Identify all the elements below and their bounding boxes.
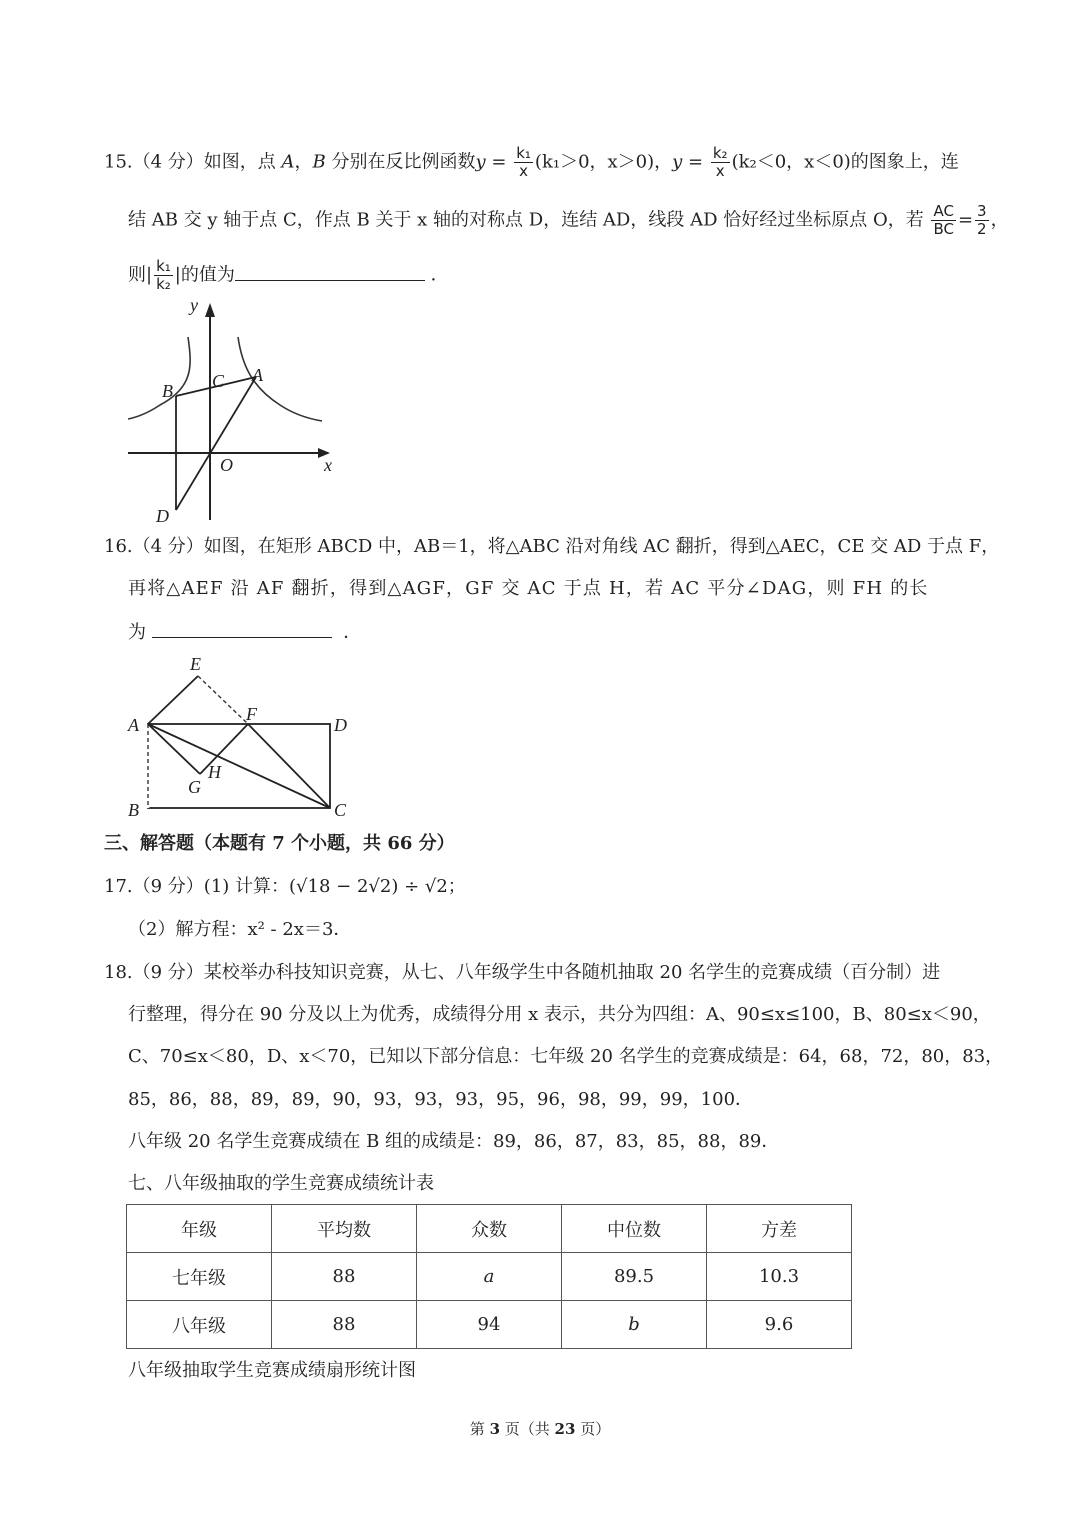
label-b: B bbox=[162, 381, 173, 401]
diagonal-ac bbox=[148, 724, 330, 808]
q18-line5: 八年级 20 名学生竞赛成绩在 B 组的成绩是：89，86，87，83，85，88，89． bbox=[128, 1131, 780, 1152]
label-x: x bbox=[324, 455, 332, 475]
table-cell: b bbox=[562, 1301, 707, 1349]
q15-text: ， bbox=[294, 151, 313, 173]
q15-text: 则| bbox=[128, 264, 153, 286]
page-number: 3 bbox=[489, 1420, 500, 1438]
q15-text: 15.（4 分）如图，点 bbox=[104, 151, 282, 173]
q18-line4: 85，86，88，89，89，90，93，93，93，95，96，98，99，99，100． bbox=[128, 1089, 754, 1110]
y-axis-arrow-icon bbox=[205, 303, 215, 317]
q18-line3: C、70≤x＜80，D、x＜70，已知以下部分信息：七年级 20 名学生的竞赛成绩是：64，68，72，80，83， bbox=[128, 1046, 1004, 1067]
fraction-k1-over-x: $\frac{\text{k₁}}{x}$ bbox=[516, 144, 531, 180]
q16-text: 16.（4 分）如图，在矩形 ABCD 中，AB＝1，将△ABC 沿对角线 AC 翻折，得到△AEC，CE 交 AD 于点 F， bbox=[104, 536, 1000, 557]
q15-line2 bbox=[128, 203, 1009, 238]
segment-fc bbox=[248, 724, 330, 808]
q15-y-eq: y = bbox=[475, 151, 507, 173]
table-cell: 89.5 bbox=[562, 1253, 707, 1301]
q18-line2: 行整理，得分在 90 分及以上为优秀，成绩得分用 x 表示，共分为四组：A、90≤x≤100，B、80≤x＜90， bbox=[128, 1004, 991, 1025]
equals-sign: = bbox=[957, 209, 974, 231]
table-cell: 88 bbox=[272, 1253, 417, 1301]
q15-y-eq: y = bbox=[672, 151, 704, 173]
q15-point-b: B bbox=[312, 151, 326, 173]
table-cell: 88 bbox=[272, 1301, 417, 1349]
table-cell: 七年级 bbox=[127, 1253, 272, 1301]
label-c: C bbox=[212, 371, 225, 391]
q15-text: (k₂＜0，x＜0)的图象上，连 bbox=[731, 151, 959, 173]
label-y: y bbox=[190, 295, 198, 315]
q17-line1 bbox=[104, 874, 466, 900]
table-title: 七、八年级抽取的学生竞赛成绩统计表 bbox=[128, 1173, 434, 1194]
label-b: B bbox=[128, 800, 139, 820]
q17-text: 17.（9 分）(1) 计算：( bbox=[104, 876, 297, 897]
table-cell: 10.3 bbox=[707, 1253, 852, 1301]
table-row bbox=[127, 1253, 852, 1301]
table-cell: a bbox=[417, 1253, 562, 1301]
q15-text: 分别在反比例函数 bbox=[325, 151, 476, 173]
table-row bbox=[127, 1301, 852, 1349]
hyperbola-left bbox=[128, 337, 190, 419]
label-h: H bbox=[208, 762, 221, 782]
fraction-k1-over-k2: $\frac{\text{k₁}}{\text{k₂}}$ bbox=[156, 257, 171, 293]
table-cell: 八年级 bbox=[127, 1301, 272, 1349]
answer-blank[interactable] bbox=[235, 262, 425, 281]
footer-text: 页（共 bbox=[500, 1420, 555, 1438]
table-cell: 94 bbox=[417, 1301, 562, 1349]
table-header: 年级 bbox=[127, 1205, 272, 1253]
footer-text: 页） bbox=[575, 1420, 611, 1438]
q18-line1: 18.（9 分）某校举办科技知识竞赛，从七、八年级学生中各随机抽取 20 名学生的竞赛成绩（百分制）进 bbox=[104, 962, 941, 983]
pie-chart-title: 八年级抽取学生竞赛成绩扇形统计图 bbox=[128, 1360, 416, 1381]
q15-text: 结 AB 交 y 轴于点 C，作点 B 关于 x 轴的对称点 D，连结 AD，线段 AD 恰好经过坐标原点 O，若 bbox=[128, 209, 924, 231]
q16-text: 再将△AEF 沿 AF 翻折，得到△AGF，GF 交 AC 于点 H，若 AC 平分∠DAG，则 FH 的长 bbox=[128, 578, 929, 599]
q16-line3 bbox=[128, 619, 361, 646]
table-header: 方差 bbox=[707, 1205, 852, 1253]
q15-text: |的值为 bbox=[174, 264, 235, 286]
q16-line1 bbox=[104, 534, 999, 560]
comma: ， bbox=[990, 209, 1009, 231]
fraction-3-over-2: $\frac{3}{2}$ bbox=[977, 202, 987, 238]
table-cell: 9.6 bbox=[707, 1301, 852, 1349]
table-header: 平均数 bbox=[272, 1205, 417, 1253]
label-e: E bbox=[190, 654, 201, 674]
label-c: C bbox=[334, 800, 347, 820]
label-d: D bbox=[156, 506, 169, 526]
total-pages: 23 bbox=[554, 1420, 576, 1438]
table-header: 中位数 bbox=[562, 1205, 707, 1253]
section-heading: 三、解答题（本题有 7 个小题，共 66 分） bbox=[104, 833, 455, 854]
label-d: D bbox=[334, 715, 347, 735]
q16-figure bbox=[120, 650, 360, 825]
q17-line2: （2）解方程：x² - 2x＝3． bbox=[128, 919, 352, 940]
q15-text: ． bbox=[430, 264, 449, 286]
table-header: 众数 bbox=[417, 1205, 562, 1253]
segment-ae bbox=[148, 676, 198, 724]
q16-text: 为 bbox=[128, 622, 146, 643]
page-footer bbox=[0, 1418, 1080, 1439]
segment-ad bbox=[176, 377, 256, 510]
segment-ef-dashed bbox=[198, 676, 248, 724]
fraction-ac-over-bc: $\frac{AC}{BC}$ bbox=[933, 202, 954, 238]
q15-point-a: A bbox=[281, 151, 295, 173]
label-o: O bbox=[220, 455, 233, 475]
answer-blank[interactable] bbox=[152, 619, 332, 638]
q15-figure bbox=[120, 295, 350, 530]
q15-line3 bbox=[128, 258, 449, 293]
q16-text: ． bbox=[343, 622, 362, 643]
label-g: G bbox=[188, 777, 201, 797]
label-a: A bbox=[128, 715, 139, 735]
footer-text: 第 bbox=[469, 1420, 490, 1438]
table-header-row bbox=[127, 1205, 852, 1253]
fraction-k2-over-x: $\frac{\text{k₂}}{x}$ bbox=[712, 144, 728, 180]
score-statistics-table bbox=[126, 1204, 852, 1349]
label-f: F bbox=[246, 704, 257, 724]
label-a: A bbox=[252, 365, 263, 385]
q17-expression: √18 − 2√2) ÷ √2； bbox=[296, 876, 466, 897]
q15-text: (k₁＞0，x＞0)， bbox=[534, 151, 673, 173]
segment-ag bbox=[148, 724, 200, 774]
q16-line2 bbox=[128, 576, 929, 602]
q15-line1 bbox=[104, 145, 959, 180]
